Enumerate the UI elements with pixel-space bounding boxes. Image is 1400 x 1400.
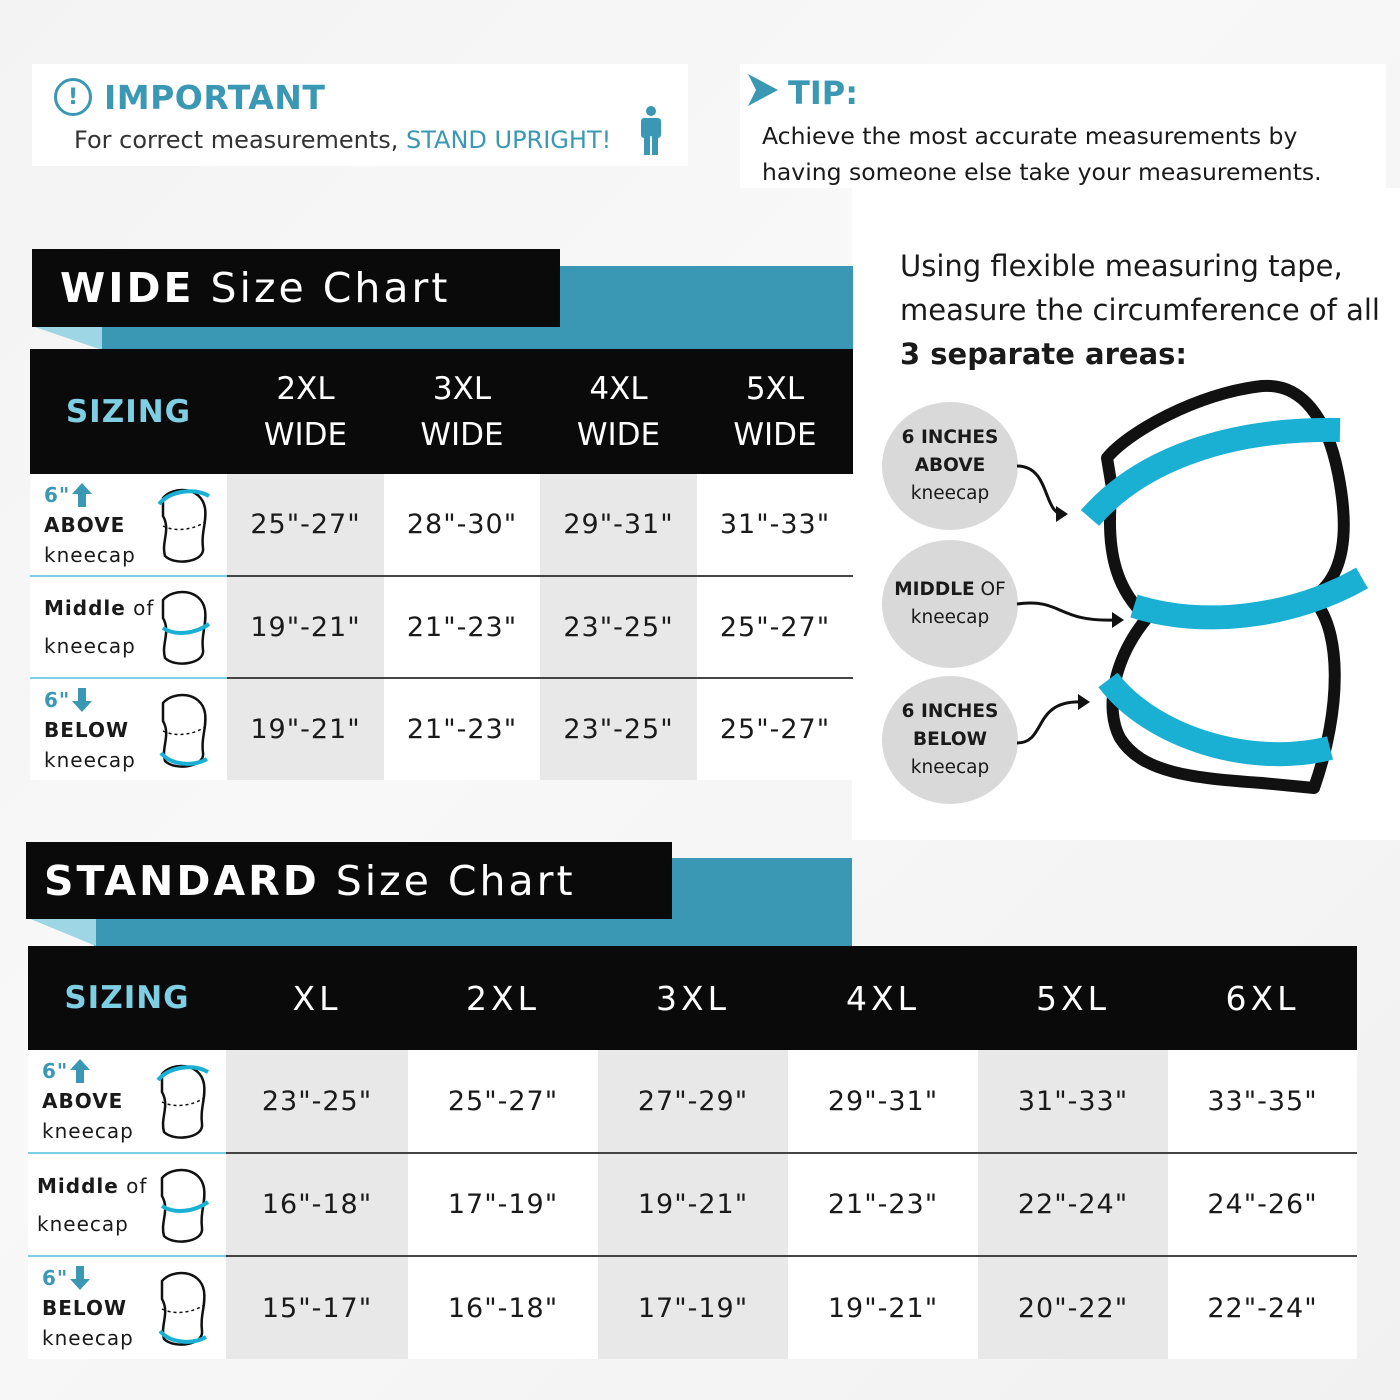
standard-col-6xl: 6XL — [1168, 946, 1357, 1050]
row-label-middle — [28, 1153, 226, 1256]
below-line3: kneecap — [910, 757, 990, 778]
wide-col-2xl — [227, 349, 384, 474]
middle-word: Middle — [44, 596, 126, 620]
wide-below-2xl: 19"-21" — [227, 678, 384, 780]
standard-above-6xl: 33"-35" — [1168, 1050, 1357, 1153]
wide-title-bold: WIDE — [60, 264, 195, 312]
middle-of: OF — [974, 579, 1006, 600]
standard-sizing-header: SIZING — [28, 946, 226, 1050]
standard-chart-accent-triangle — [28, 918, 96, 946]
knee-middle-icon — [155, 584, 211, 670]
six-inch-label: 6" — [42, 1266, 69, 1290]
row-label-above — [28, 1050, 226, 1153]
arrow-right-icon — [746, 72, 780, 108]
standard-below-5xl: 20"-22" — [978, 1256, 1168, 1359]
row-label-above — [30, 474, 227, 576]
arrow-middle-head — [1112, 612, 1124, 628]
wide-above-2xl: 25"-27" — [227, 474, 384, 576]
wide-col-3xl — [384, 349, 540, 474]
standard-middle-3xl: 19"-21" — [598, 1153, 788, 1256]
standard-below-xl: 15"-17" — [226, 1256, 408, 1359]
row-label-below — [28, 1256, 226, 1359]
row-label-sub: kneecap — [37, 1211, 129, 1236]
col-fit: WIDE — [263, 416, 348, 453]
row-label-middle — [30, 576, 227, 678]
col-size: 4XL — [589, 370, 648, 407]
instruction-bold: 3 separate areas: — [900, 337, 1187, 371]
arrow-below-icon — [1017, 702, 1082, 743]
arrow-up-icon — [70, 481, 94, 509]
standard-middle-6xl: 24"-26" — [1168, 1153, 1357, 1256]
row-label-text — [42, 1257, 134, 1359]
standard-above-5xl: 31"-33" — [978, 1050, 1168, 1153]
wide-below-5xl: 25"-27" — [697, 678, 853, 780]
standard-middle-5xl: 22"-24" — [978, 1153, 1168, 1256]
six-inch-up — [42, 1056, 134, 1086]
wide-row-above — [30, 474, 853, 576]
wide-header-row — [30, 349, 853, 474]
wide-middle-5xl: 25"-27" — [697, 576, 853, 678]
six-inch-label: 6" — [44, 687, 71, 712]
wide-row-below — [30, 678, 853, 780]
col-fit: WIDE — [420, 416, 504, 453]
of-word: of — [125, 596, 155, 620]
arrow-up-icon — [68, 1057, 92, 1085]
arrow-below-head — [1078, 694, 1090, 710]
col-size: 3XL — [432, 370, 492, 407]
wide-below-3xl: 21"-23" — [384, 678, 540, 780]
standard-chart-title — [26, 842, 672, 919]
standard-size-table — [28, 946, 1357, 1359]
row-label-sub: kneecap — [42, 1119, 134, 1143]
row-label-sub: kneecap — [44, 542, 136, 567]
important-text — [74, 126, 611, 154]
six-inch-down — [44, 685, 136, 715]
below-line2: BELOW — [913, 729, 987, 750]
knee-measurement-diagram — [852, 188, 1400, 840]
tip-box — [740, 64, 1386, 188]
row-label-sub: kneecap — [44, 747, 136, 772]
row-label-main: ABOVE — [42, 1089, 124, 1113]
row-label-main — [37, 1167, 147, 1205]
wide-sizing-header: SIZING — [30, 349, 227, 474]
wide-row-middle — [30, 576, 853, 678]
standard-below-3xl: 17"-19" — [598, 1256, 788, 1359]
standard-middle-xl: 16"-18" — [226, 1153, 408, 1256]
row-label-main: BELOW — [42, 1296, 127, 1320]
standard-middle-4xl: 21"-23" — [788, 1153, 978, 1256]
important-box — [32, 64, 688, 166]
standard-above-2xl: 25"-27" — [408, 1050, 598, 1153]
col-fit: WIDE — [576, 416, 661, 453]
standard-title-bold: STANDARD — [44, 856, 320, 905]
row-label-sub: kneecap — [42, 1326, 134, 1350]
arrow-down-icon — [70, 686, 94, 714]
wide-col-4xl — [540, 349, 697, 474]
row-label-text — [44, 474, 136, 575]
row-label-below — [30, 678, 227, 780]
row-label-main — [44, 589, 154, 627]
standard-middle-2xl: 17"-19" — [408, 1153, 598, 1256]
stand-upright-highlight: STAND UPRIGHT! — [406, 126, 612, 154]
knee-middle-icon — [154, 1162, 210, 1248]
standard-above-3xl: 27"-29" — [598, 1050, 788, 1153]
six-inch-down — [42, 1263, 134, 1293]
six-inch-up — [44, 480, 136, 510]
standard-col-3xl: 3XL — [598, 946, 788, 1050]
standard-row-above — [28, 1050, 1357, 1153]
wide-chart-title — [32, 249, 560, 327]
wide-col-5xl — [697, 349, 853, 474]
middle-word: Middle — [37, 1173, 119, 1198]
standard-row-middle — [28, 1153, 1357, 1256]
tip-text: Achieve the most accurate measurements by having someone else take your measurements. — [762, 122, 1322, 186]
exclamation-circle-icon: ! — [54, 78, 92, 116]
above-line3: kneecap — [910, 483, 990, 504]
standard-col-xl: XL — [226, 946, 408, 1050]
col-fit: WIDE — [733, 416, 817, 453]
band-below — [1108, 680, 1330, 754]
wide-below-4xl: 23"-25" — [540, 678, 697, 780]
of-word: of — [118, 1173, 148, 1198]
wide-middle-2xl: 19"-21" — [227, 576, 384, 678]
knee-below-icon — [154, 1265, 210, 1351]
wide-above-5xl: 31"-33" — [697, 474, 853, 576]
row-label-text — [42, 1050, 134, 1152]
standard-col-5xl: 5XL — [978, 946, 1168, 1050]
standard-title-rest: Size Chart — [335, 856, 576, 905]
above-line2: ABOVE — [914, 455, 986, 476]
row-label-sub: kneecap — [44, 634, 136, 658]
standard-col-2xl: 2XL — [408, 946, 598, 1050]
important-text-prefix: For correct measurements, — [74, 126, 406, 154]
knee-above-icon — [155, 482, 211, 568]
wide-above-3xl: 28"-30" — [384, 474, 540, 576]
standard-row-below — [28, 1256, 1357, 1359]
measurement-diagram-panel — [852, 188, 1400, 840]
knee-above-icon — [154, 1058, 210, 1144]
row-label-text — [44, 679, 136, 780]
standard-header-row — [28, 946, 1357, 1050]
wide-middle-3xl: 21"-23" — [384, 576, 540, 678]
person-standing-icon — [638, 106, 664, 156]
row-label-main: ABOVE — [44, 512, 126, 537]
six-inch-label: 6" — [42, 1059, 69, 1083]
col-size: 2XL — [276, 370, 335, 407]
above-line1: 6 INCHES — [901, 427, 999, 448]
row-label-text — [44, 577, 154, 677]
arrow-above-icon — [1017, 466, 1066, 514]
instruction-text: Using flexible measuring tape, measure the circumference of all — [900, 249, 1380, 327]
row-label-main: BELOW — [44, 717, 129, 742]
arrow-down-icon — [68, 1264, 92, 1292]
tip-title: TIP: — [788, 74, 858, 112]
wide-size-table — [30, 349, 853, 780]
standard-below-4xl: 19"-21" — [788, 1256, 978, 1359]
standard-below-2xl: 16"-18" — [408, 1256, 598, 1359]
knee-below-icon — [155, 687, 211, 773]
col-size: 5XL — [745, 370, 805, 407]
six-inch-label: 6" — [44, 482, 71, 507]
below-line1: 6 INCHES — [901, 701, 999, 722]
standard-below-6xl: 22"-24" — [1168, 1256, 1357, 1359]
row-label-text — [37, 1154, 147, 1255]
arrow-middle-icon — [1017, 603, 1114, 620]
wide-title-rest: Size Chart — [210, 264, 451, 312]
wide-above-4xl: 29"-31" — [540, 474, 697, 576]
middle-line3: kneecap — [910, 607, 990, 628]
standard-above-xl: 23"-25" — [226, 1050, 408, 1153]
arrow-above-head — [1056, 506, 1068, 522]
standard-above-4xl: 29"-31" — [788, 1050, 978, 1153]
standard-col-4xl: 4XL — [788, 946, 978, 1050]
wide-chart-accent-triangle — [32, 326, 102, 350]
important-title: IMPORTANT — [104, 78, 326, 117]
wide-middle-4xl: 23"-25" — [540, 576, 697, 678]
middle-word: MIDDLE — [894, 579, 975, 600]
